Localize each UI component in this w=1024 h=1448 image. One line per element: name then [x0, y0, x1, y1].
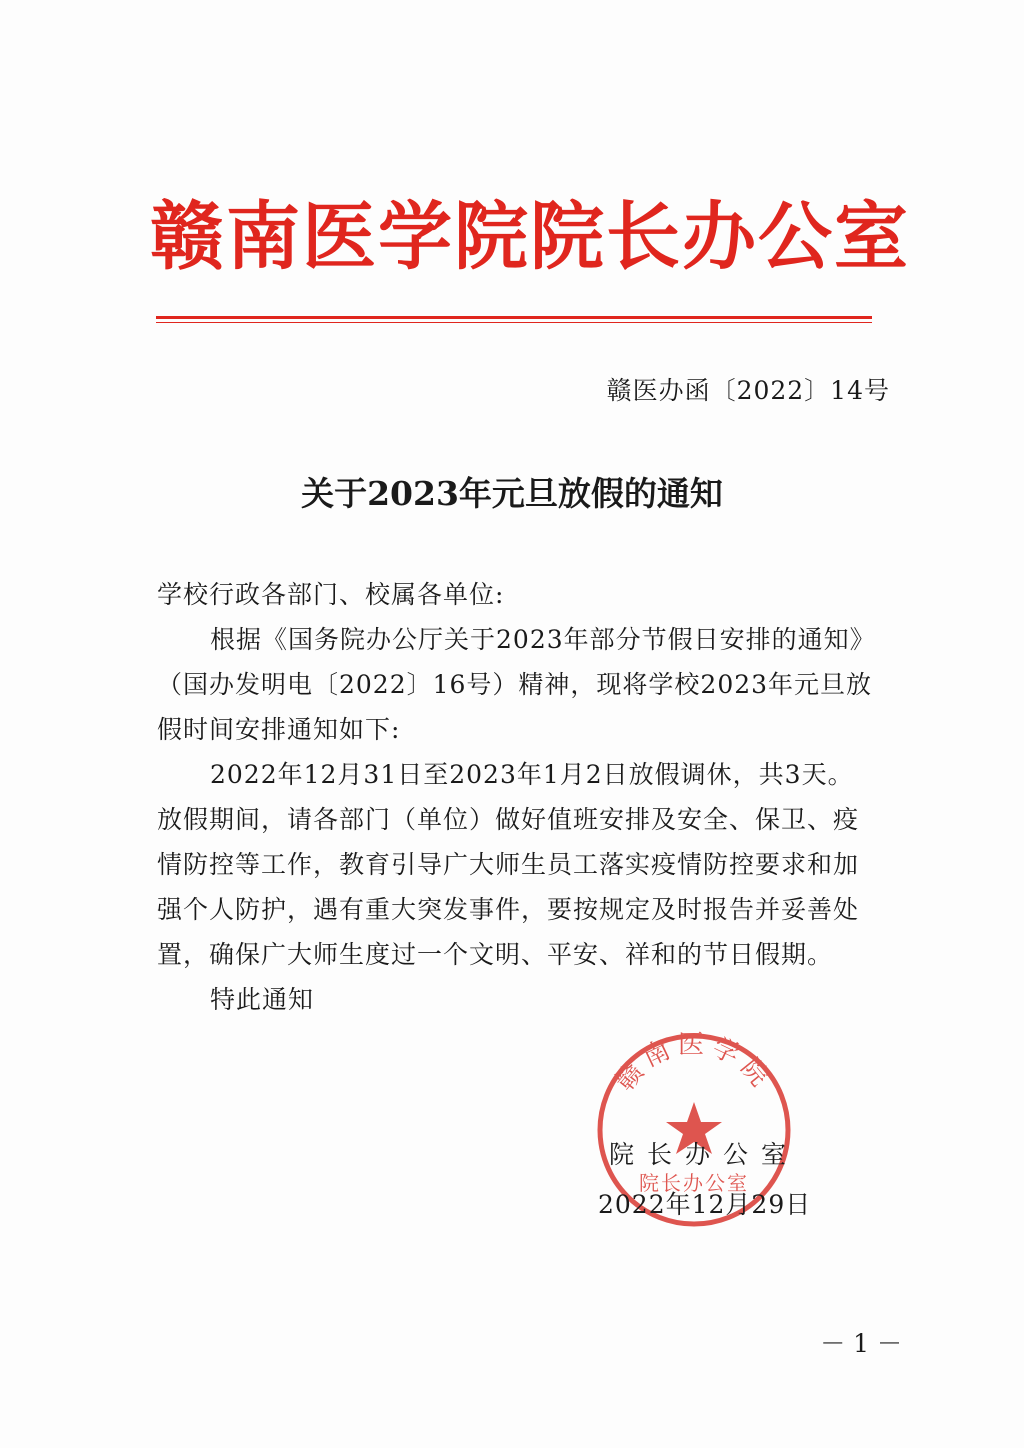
letterhead-red-rule [156, 316, 872, 319]
body-text [157, 617, 897, 1022]
body-line: 根据《国务院办公厅关于2023年部分节假日安排的通知》 [210, 625, 876, 654]
body-line: 情防控等工作，教育引导广大师生员工落实疫情防控要求和加 [157, 850, 860, 879]
closing-line: 特此通知 [210, 985, 315, 1014]
body-line: 强个人防护，遇有重大突发事件，要按规定及时报告并妥善处 [157, 895, 860, 924]
seal-inner-text: 院长办公室 [639, 1171, 749, 1195]
letterhead-red-rule-thin [156, 322, 872, 323]
signature-office: 院长办公室 [609, 1140, 800, 1169]
letterhead-title: 赣南医学院院长办公室 [150, 194, 910, 280]
document-title: 关于2023年元旦放假的通知 [301, 474, 723, 513]
svg-text:赣南医学院 [610, 1030, 778, 1097]
body-line: 2022年12月31日至2023年1月2日放假调休，共3天。 [210, 760, 854, 789]
signature-date: 2022年12月29日 [598, 1190, 812, 1219]
body-line: 假时间安排通知如下: [157, 715, 401, 744]
body-line: 置，确保广大师生度过一个文明、平安、祥和的节日假期。 [157, 940, 834, 969]
body-line: （国办发明电〔2022〕16号）精神，现将学校2023年元旦放 [157, 670, 873, 699]
body-line: 放假期间，请各部门（单位）做好值班安排及安全、保卫、疫 [157, 805, 860, 834]
document-number: 赣医办函〔2022〕14号 [606, 376, 890, 405]
seal-outer-text: 赣南医学院 [610, 1030, 778, 1097]
page-number: － 1 － [820, 1329, 902, 1358]
addressee: 学校行政各部门、校属各单位: [157, 580, 505, 609]
